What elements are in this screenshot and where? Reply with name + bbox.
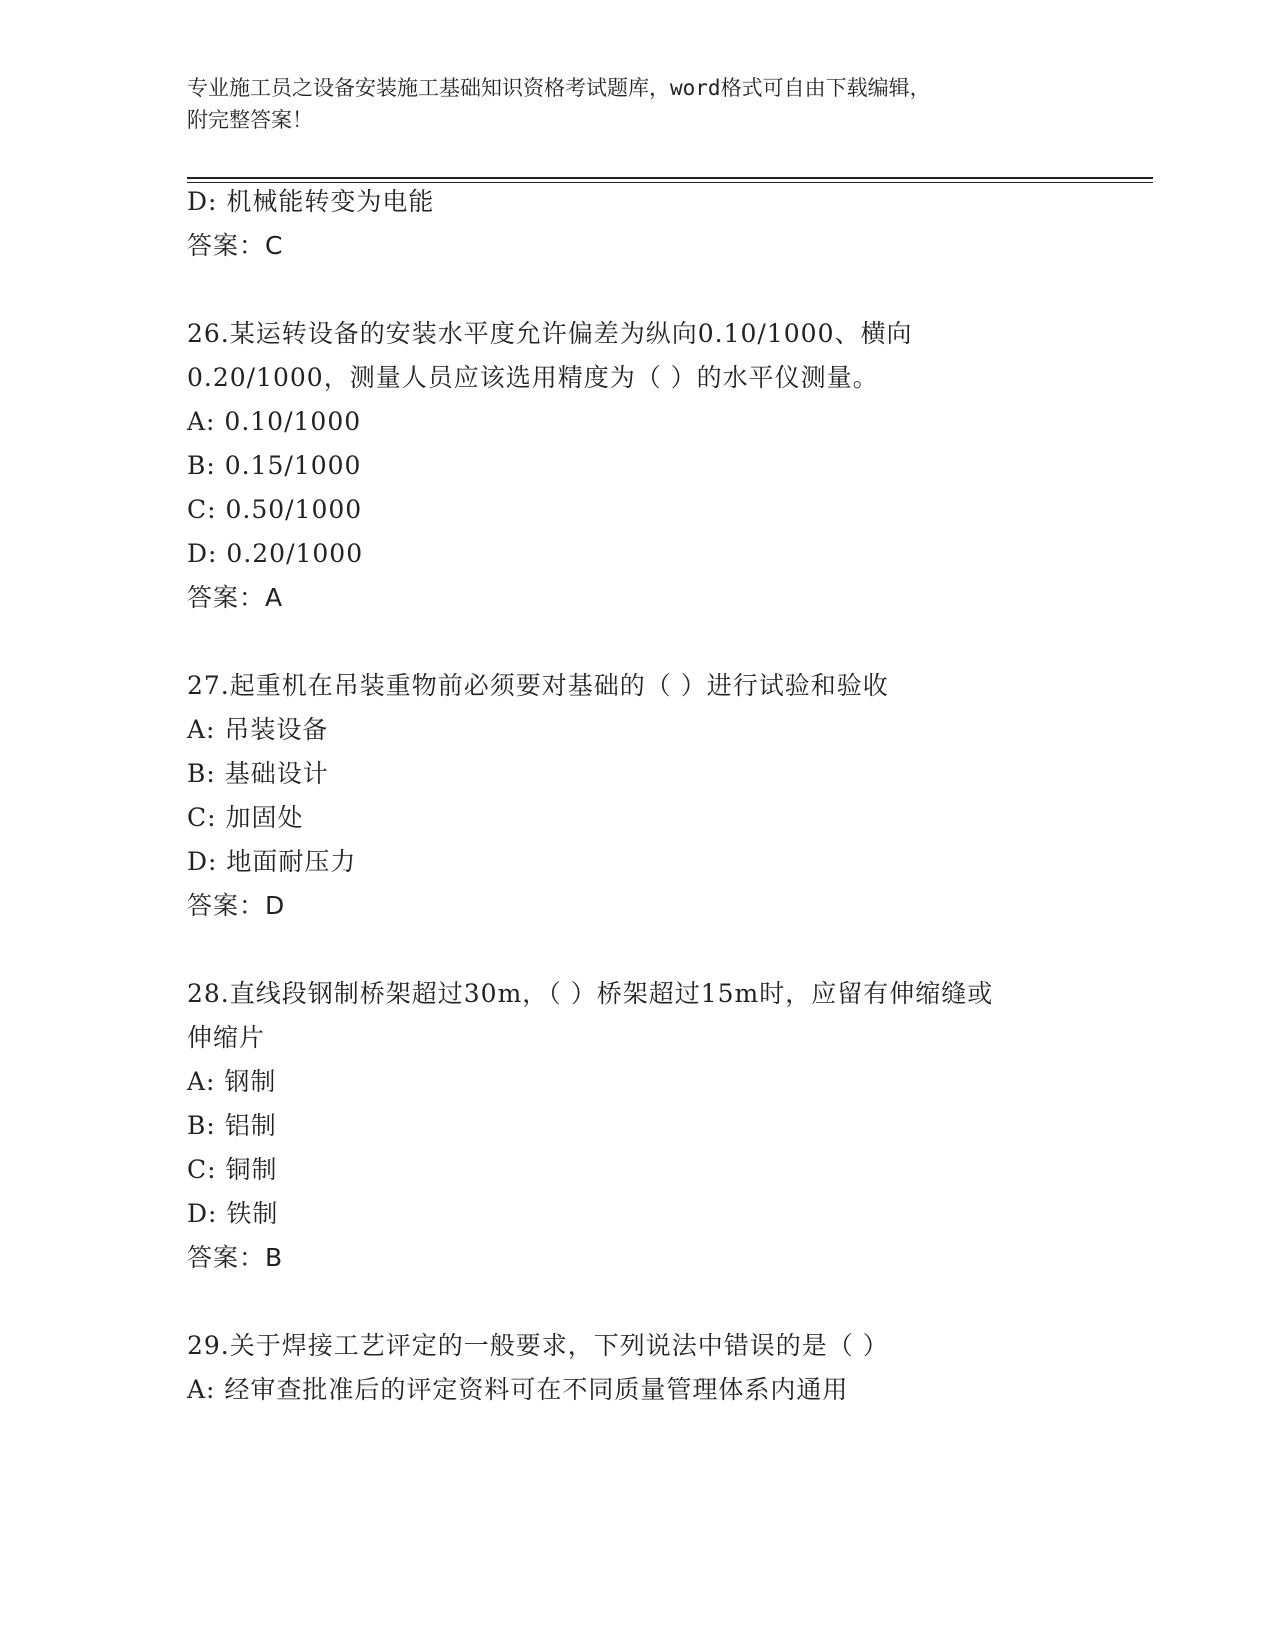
- q26-option-c: C: 0.50/1000: [187, 495, 363, 524]
- q29-option-a: A: 经审查批准后的评定资料可在不同质量管理体系内通用: [187, 1375, 849, 1404]
- prev-answer: 答案：C: [187, 231, 284, 260]
- q26-stem-line-2: 0.20/1000，测量人员应该选用精度为（ ）的水平仪测量。: [187, 363, 879, 392]
- header-divider-thick: [187, 177, 1153, 179]
- q27-answer: 答案：D: [187, 891, 286, 920]
- q27-option-b: B: 基础设计: [187, 759, 329, 788]
- q27-option-c: C: 加固处: [187, 803, 304, 832]
- q28-answer: 答案：B: [187, 1243, 284, 1272]
- q27-option-d: D: 地面耐压力: [187, 847, 357, 876]
- prev-option-d: D: 机械能转变为电能: [187, 187, 435, 216]
- header-divider-thin: [187, 182, 1153, 183]
- q28-option-d: D: 铁制: [187, 1199, 279, 1228]
- q26-answer: 答案：A: [187, 583, 284, 612]
- q28-stem-line-2: 伸缩片: [187, 1023, 266, 1052]
- header-line-2: 附完整答案！: [187, 108, 313, 132]
- header-line-1: 专业施工员之设备安装施工基础知识资格考试题库，word格式可自由下载编辑，: [187, 76, 931, 100]
- q28-option-a: A: 钢制: [187, 1067, 277, 1096]
- q26-option-a: A: 0.10/1000: [187, 407, 362, 436]
- q28-option-c: C: 铜制: [187, 1155, 278, 1184]
- q29-stem-line-1: 29.关于焊接工艺评定的一般要求，下列说法中错误的是（ ）: [187, 1331, 889, 1360]
- q28-option-b: B: 铝制: [187, 1111, 277, 1140]
- q28-stem-line-1: 28.直线段钢制桥架超过30m，（ ）桥架超过15m时，应留有伸缩缝或: [187, 979, 994, 1008]
- q27-stem-line-1: 27.起重机在吊装重物前必须要对基础的（ ）进行试验和验收: [187, 671, 889, 700]
- q26-stem-line-1: 26.某运转设备的安装水平度允许偏差为纵向0.10/1000、横向: [187, 319, 913, 348]
- q27-option-a: A: 吊装设备: [187, 715, 329, 744]
- q26-option-d: D: 0.20/1000: [187, 539, 364, 568]
- document-header: [187, 72, 1087, 136]
- q26-option-b: B: 0.15/1000: [187, 451, 362, 480]
